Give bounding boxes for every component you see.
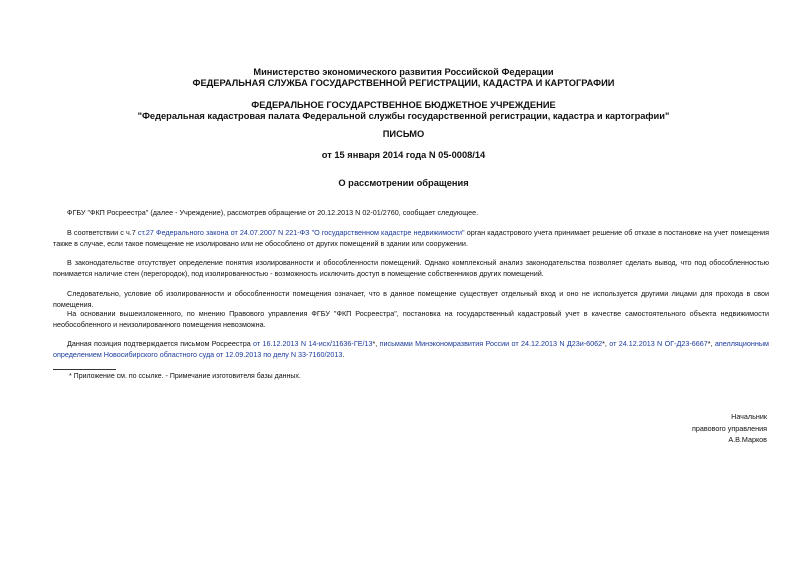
- law-221-fz-link[interactable]: ст.27 Федерального закона от 24.07.2007 N 221-ФЗ "О государственном кадастре недвижимости": [137, 228, 465, 237]
- paragraph-2-text-end: орган кадастрового учета принимает решение об отказе в постановке на учет помещения также в случае, если такое помещение не изолировано или не обособлено от других помещений в здании или сооружении.: [53, 228, 770, 248]
- paragraph-4: [53, 289, 769, 310]
- minekonom-letter-2-link[interactable]: от 24.12.2013 N ОГ-Д23-6667: [609, 339, 708, 348]
- footnote: * Приложение см. по ссылке. - Примечание изготовителя базы данных.: [69, 373, 301, 380]
- paragraph-6-sep-1: *,: [372, 339, 380, 348]
- paragraph-6-sep-2: *,: [602, 339, 610, 348]
- paragraph-1-text: ФГБУ "ФКП Росреестра" (далее - Учреждение), рассмотрев обращение от 20.12.2013 N 02-01/2760, сообщает следующее.: [67, 208, 479, 217]
- document-date-number: от 15 января 2014 года N 05-0008/14: [321, 150, 486, 160]
- document-subject: О рассмотрении обращения: [338, 178, 469, 188]
- paragraph-6-end: .: [342, 349, 345, 359]
- paragraph-5: [53, 309, 769, 330]
- rosreestr-letter-link[interactable]: от 16.12.2013 N 14-исх/11636-ГЕ/13: [253, 339, 373, 348]
- paragraph-5-text: На основании вышеизложенного, по мнению Правового управления ФГБУ "ФКП Росреестра", постановка на государственный кадастровый учет в качестве самостоятельного объекта недвижимости необособленного и неизолированного помещения невозможна.: [53, 309, 769, 329]
- ministry-name: Министерство экономического развития Российской Федерации: [253, 67, 554, 77]
- signature-block: [692, 411, 767, 446]
- paragraph-6-text-start: Данная позиция подтверждается письмом Росреестра: [67, 339, 254, 348]
- paragraph-3: [53, 258, 769, 279]
- paragraph-6-sep-3: *,: [707, 339, 715, 348]
- service-name: ФЕДЕРАЛЬНАЯ СЛУЖБА ГОСУДАРСТВЕННОЙ РЕГИСТРАЦИИ, КАДАСТРА И КАРТОГРАФИИ: [192, 78, 615, 88]
- institution-type: ФЕДЕРАЛЬНОЕ ГОСУДАРСТВЕННОЕ БЮДЖЕТНОЕ УЧРЕЖДЕНИЕ: [251, 100, 556, 110]
- paragraph-2-text-start: В соответствии с ч.7: [67, 228, 138, 237]
- signatory-name: А.В.Марков: [728, 435, 767, 444]
- paragraph-4-text: Следовательно, условие об изолированности и обособленности помещения означает, что в данное помещение существует отдельный вход и оно не используется другими лицами для прохода в свои помещения.: [53, 289, 769, 309]
- paragraph-1: [53, 208, 769, 219]
- court-ruling-link[interactable]: апелляционным определением Новосибирского областного суда от 12.09.2013 по делу N 33-7160/2013: [53, 339, 769, 359]
- institution-name: "Федеральная кадастровая палата Федеральной службы государственной регистрации, кадастра и картографии": [137, 111, 670, 121]
- paragraph-3-text: В законодательстве отсутствует определение понятия изолированности и обособленности помещений. Однако комплексный анализ законодательства позволяет сделать вывод, что под обособленностью понимается наличие стен (перегородок), под изолированностью - возможность исключить доступ в помещение собственников других помещений.: [53, 258, 769, 278]
- signatory-department: правового управления: [691, 423, 767, 433]
- paragraph-6: [53, 339, 769, 360]
- document-type: ПИСЬМО: [382, 129, 425, 139]
- paragraph-2: [53, 228, 769, 249]
- minekonom-letter-link[interactable]: письмами Минэкономразвития России от 24.12.2013 N Д23и-6062: [379, 339, 603, 348]
- footnote-divider: [53, 369, 116, 370]
- signatory-position: Начальник: [731, 412, 767, 421]
